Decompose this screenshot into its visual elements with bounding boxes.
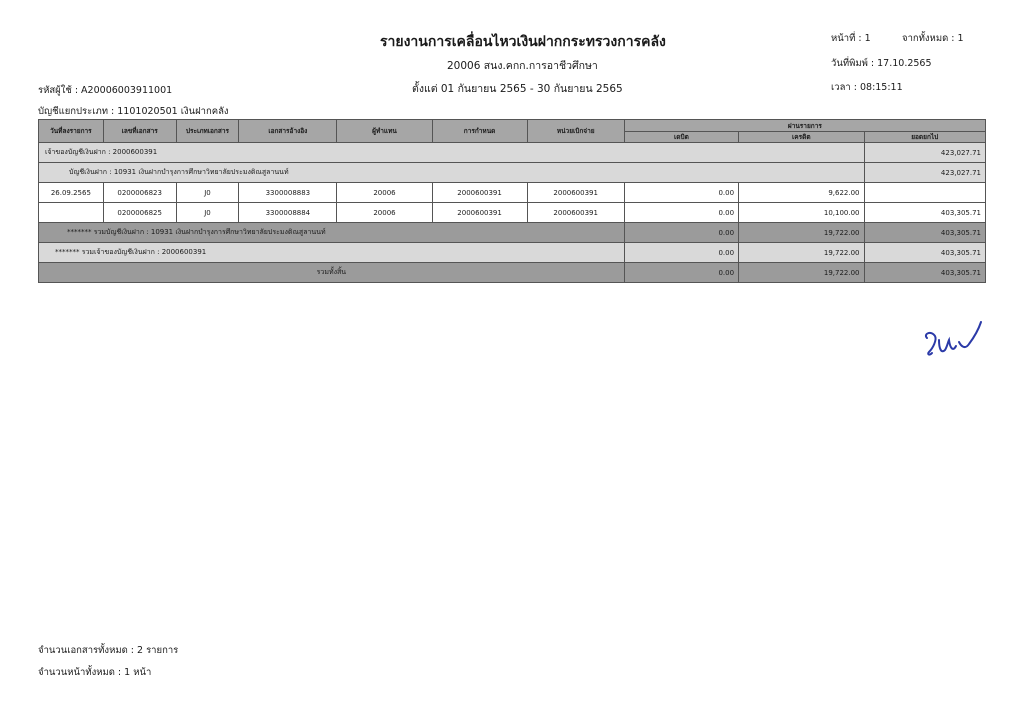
account-subtotal-row (39, 223, 986, 243)
row-doc-no: 0200006823 (103, 183, 176, 203)
row-debit: 0.00 (624, 183, 738, 203)
col-debit: เดบิต (624, 132, 738, 143)
user-code: รหัสผู้ใช้ : A20006003911001 (38, 85, 173, 96)
table-row (39, 183, 986, 203)
row-credit: 10,100.00 (739, 203, 864, 223)
owner-subtotal-debit: 0.00 (624, 243, 738, 263)
signature (915, 320, 985, 365)
owner-subtotal-row (39, 243, 986, 263)
row-unit: 2000600391 (527, 183, 624, 203)
agency-subtitle: 20006 สนง.คกก.การอาชีวศึกษา (447, 60, 598, 72)
col-doc-type: ประเภทเอกสาร (176, 120, 239, 143)
col-post-date: วันที่ลงรายการ (39, 120, 104, 143)
row-reference: 3300008883 (239, 183, 337, 203)
owner-label: เจ้าของบัญชีเงินฝาก : 2000600391 (39, 143, 865, 163)
account-row (39, 163, 986, 183)
owner-balance: 423,027.71 (864, 143, 985, 163)
row-unit: 2000600391 (527, 203, 624, 223)
page-total: จากทั้งหมด : 1 (902, 33, 964, 44)
row-agent: 20006 (337, 183, 432, 203)
account-label: บัญชีเงินฝาก : 10931 เงินฝากบำรุงการศึกษาวิทยาลัยประมงติณสูลานนท์ (39, 163, 865, 183)
page-number: หน้าที่ : 1 (831, 33, 871, 44)
row-balance: 403,305.71 (864, 203, 985, 223)
document-count: จำนวนเอกสารทั้งหมด : 2 รายการ (38, 645, 179, 656)
account-subtotal-label: ******* รวมบัญชีเงินฝาก : 10931 เงินฝากบำรุงการศึกษาวิทยาลัยประมงติณสูลานนท์ (39, 223, 625, 243)
owner-subtotal-credit: 19,722.00 (739, 243, 864, 263)
account-subtotal-debit: 0.00 (624, 223, 738, 243)
row-assignment: 2000600391 (432, 183, 527, 203)
owner-subtotal-label: ******* รวมเจ้าของบัญชีเงินฝาก : 2000600391 (39, 243, 625, 263)
account-subtotal-credit: 19,722.00 (739, 223, 864, 243)
grand-total-row (39, 263, 986, 283)
col-movement-group: ผ่านรายการ (624, 120, 985, 132)
print-date: วันที่พิมพ์ : 17.10.2565 (831, 58, 932, 69)
ledger-account: บัญชีแยกประเภท : 1101020501 เงินฝากคลัง (38, 106, 229, 117)
report-period: ตั้งแต่ 01 กันยายน 2565 - 30 กันยายน 2565 (412, 83, 623, 95)
row-agent: 20006 (337, 203, 432, 223)
row-reference: 3300008884 (239, 203, 337, 223)
report-title: รายงานการเคลื่อนไหวเงินฝากกระทรวงการคลัง (380, 34, 666, 50)
row-debit: 0.00 (624, 203, 738, 223)
page-count: จำนวนหน้าทั้งหมด : 1 หน้า (38, 667, 152, 678)
col-credit: เครดิต (739, 132, 864, 143)
col-reference: เอกสารอ้างอิง (239, 120, 337, 143)
table-row (39, 203, 986, 223)
grand-total-debit: 0.00 (624, 263, 738, 283)
row-assignment: 2000600391 (432, 203, 527, 223)
col-doc-no: เลขที่เอกสาร (103, 120, 176, 143)
owner-subtotal-balance: 403,305.71 (864, 243, 985, 263)
grand-total-label: รวมทั้งสิ้น (39, 263, 625, 283)
print-time: เวลา : 08:15:11 (831, 82, 903, 93)
col-assignment: การกำหนด (432, 120, 527, 143)
col-balance: ยอดยกไป (864, 132, 985, 143)
movement-table (38, 119, 986, 283)
grand-total-credit: 19,722.00 (739, 263, 864, 283)
row-date: 26.09.2565 (39, 183, 104, 203)
row-doc-no: 0200006825 (103, 203, 176, 223)
row-balance (864, 183, 985, 203)
owner-row (39, 143, 986, 163)
col-agent: ผู้ทำแทน (337, 120, 432, 143)
col-disbursing-unit: หน่วยเบิกจ่าย (527, 120, 624, 143)
row-date (39, 203, 104, 223)
grand-total-balance: 403,305.71 (864, 263, 985, 283)
row-doc-type: J0 (176, 203, 239, 223)
account-subtotal-balance: 403,305.71 (864, 223, 985, 243)
row-credit: 9,622.00 (739, 183, 864, 203)
account-balance: 423,027.71 (864, 163, 985, 183)
row-doc-type: J0 (176, 183, 239, 203)
